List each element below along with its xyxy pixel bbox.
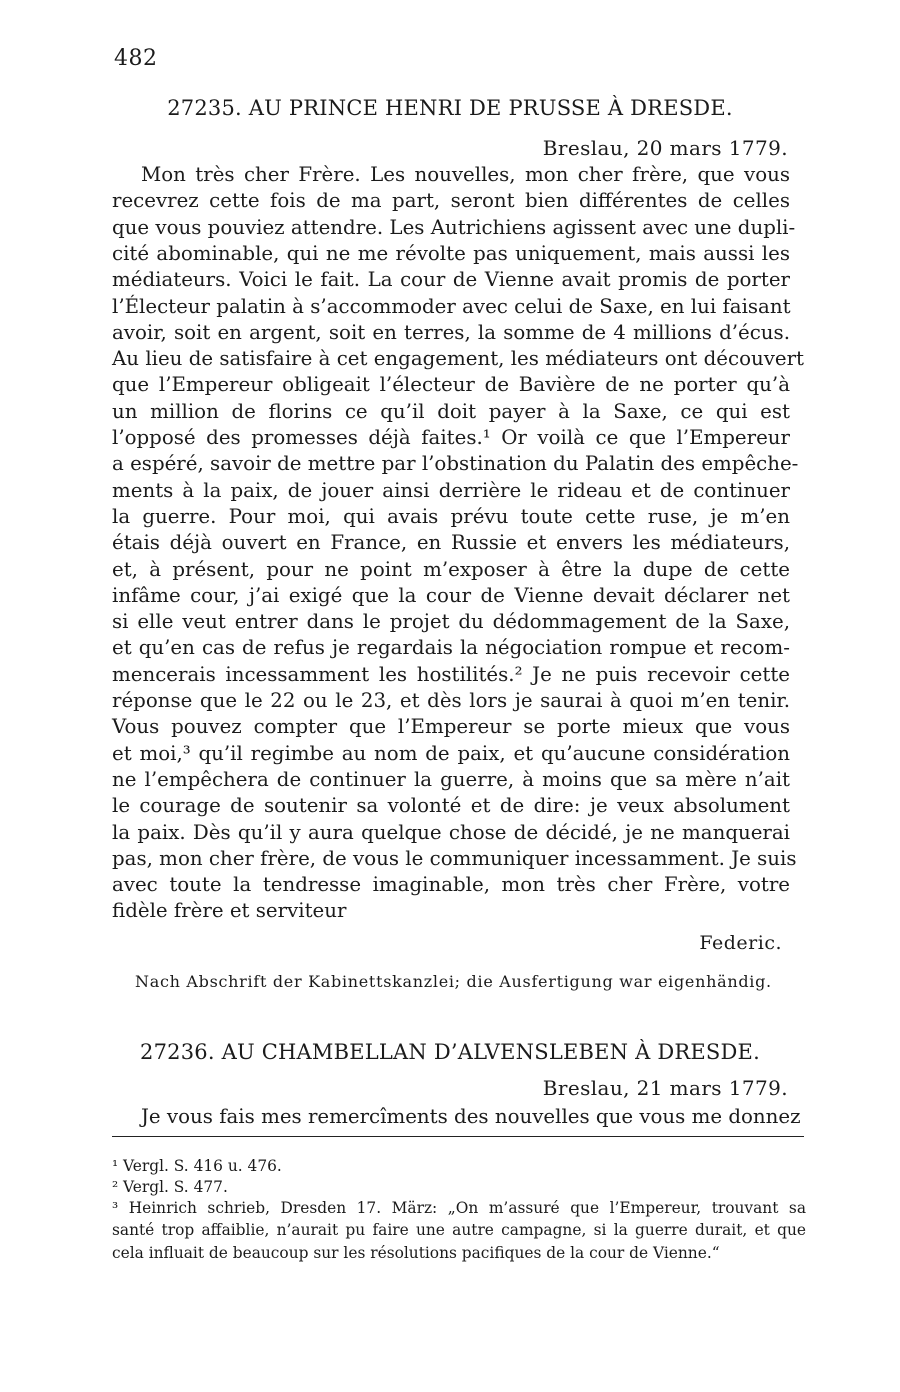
footnote-line: cela influait de beaucoup sur les résolutions pacifiques de la cour de Vienne.“ (112, 1244, 720, 1262)
letter-body-line: infâme cour, j’ai exigé que la cour de Vienne devait déclarer net (112, 584, 790, 607)
letter-signature: Federic. (699, 932, 782, 954)
letter-body-line: que vous pouviez attendre. Les Autrichiens agissent avec une dupli- (112, 216, 796, 239)
page-number: 482 (114, 46, 158, 71)
letter-body-line: un million de florins ce qu’il doit payer à la Saxe, ce qui est (112, 400, 790, 423)
letter-body-line: le courage de soutenir sa volonté et de dire: je veux absolument (112, 794, 790, 817)
letter-body-line: et moi,³ qu’il regimbe au nom de paix, et qu’aucune considération (112, 742, 790, 765)
footnote: ² Vergl. S. 477. (112, 1178, 228, 1196)
letter-body-line: mencerais incessamment les hostilités.² Je ne puis recevoir cette (112, 663, 790, 686)
letter-heading: 27236. AU CHAMBELLAN D’ALVENSLEBEN À DRESDE. (140, 1040, 760, 1064)
letter-body-line: l’Électeur palatin à s’accommoder avec celui de Saxe, en lui faisant (112, 295, 791, 318)
letter-heading: 27235. AU PRINCE HENRI DE PRUSSE À DRESDE. (167, 96, 733, 120)
letter-body-line: étais déjà ouvert en France, en Russie et envers les médiateurs, (112, 531, 790, 554)
letter-body-line: pas, mon cher frère, de vous le communiquer incessamment. Je suis (112, 847, 797, 870)
letter-dateline: Breslau, 21 mars 1779. (542, 1076, 788, 1100)
letter-body-line: que l’Empereur obligeait l’électeur de Bavière de ne porter qu’à (112, 373, 790, 396)
letter-body-line: la guerre. Pour moi, qui avais prévu toute cette ruse, je m’en (112, 505, 790, 528)
letter-body-line: recevrez cette fois de ma part, seront bien différentes de celles (112, 189, 790, 212)
letter-body-line: Vous pouvez compter que l’Empereur se porte mieux que vous (112, 715, 790, 738)
letter-body-line: et qu’en cas de refus je regardais la négociation rompue et recom- (112, 636, 790, 659)
source-note: Nach Abschrift der Kabinettskanzlei; die Ausfertigung war eigenhändig. (135, 972, 772, 991)
footnote-separator (112, 1136, 804, 1137)
letter-body-line: si elle veut entrer dans le projet du dédommagement de la Saxe, (112, 610, 790, 633)
letter-body-line: médiateurs. Voici le fait. La cour de Vienne avait promis de porter (112, 268, 790, 291)
letter-body-line: Au lieu de satisfaire à cet engagement, les médiateurs ont découvert (112, 347, 805, 370)
letter-body-line: a espéré, savoir de mettre par l’obstination du Palatin des empêche- (112, 452, 799, 475)
letter-body-line: Mon très cher Frère. Les nouvelles, mon cher frère, que vous (141, 163, 790, 186)
letter-body-line: ments à la paix, de jouer ainsi derrière le rideau et de continuer (112, 479, 790, 502)
letter-body-line: avoir, soit en argent, soit en terres, la somme de 4 millions d’écus. (112, 321, 790, 344)
letter-body-line: ne l’empêchera de continuer la guerre, à moins que sa mère n’ait (112, 768, 790, 791)
letter-body-line: Je vous fais mes remercîments des nouvelles que vous me donnez (141, 1105, 801, 1128)
letter-body-line: cité abominable, qui ne me révolte pas uniquement, mais aussi les (112, 242, 790, 265)
letter-body-line: la paix. Dès qu’il y aura quelque chose de décidé, je ne manquerai (112, 821, 790, 844)
footnote-line: ³ Heinrich schrieb, Dresden 17. März: „On m’assuré que l’Empereur, trouvant sa (112, 1199, 806, 1217)
footnote-line: santé trop affaiblie, n’aurait pu faire une autre campagne, si la guerre durait, et que (112, 1221, 806, 1239)
letter-body-line: et, à présent, pour ne point m’exposer à être la dupe de cette (112, 558, 790, 581)
letter-dateline: Breslau, 20 mars 1779. (542, 136, 788, 160)
letter-body-line: fidèle frère et serviteur (112, 899, 347, 922)
letter-body-line: l’opposé des promesses déjà faites.¹ Or voilà ce que l’Empereur (112, 426, 790, 449)
letter-body-line: réponse que le 22 ou le 23, et dès lors je saurai à quoi m’en tenir. (112, 689, 790, 712)
footnote: ¹ Vergl. S. 416 u. 476. (112, 1157, 282, 1175)
letter-body-line: avec toute la tendresse imaginable, mon très cher Frère, votre (112, 873, 790, 896)
